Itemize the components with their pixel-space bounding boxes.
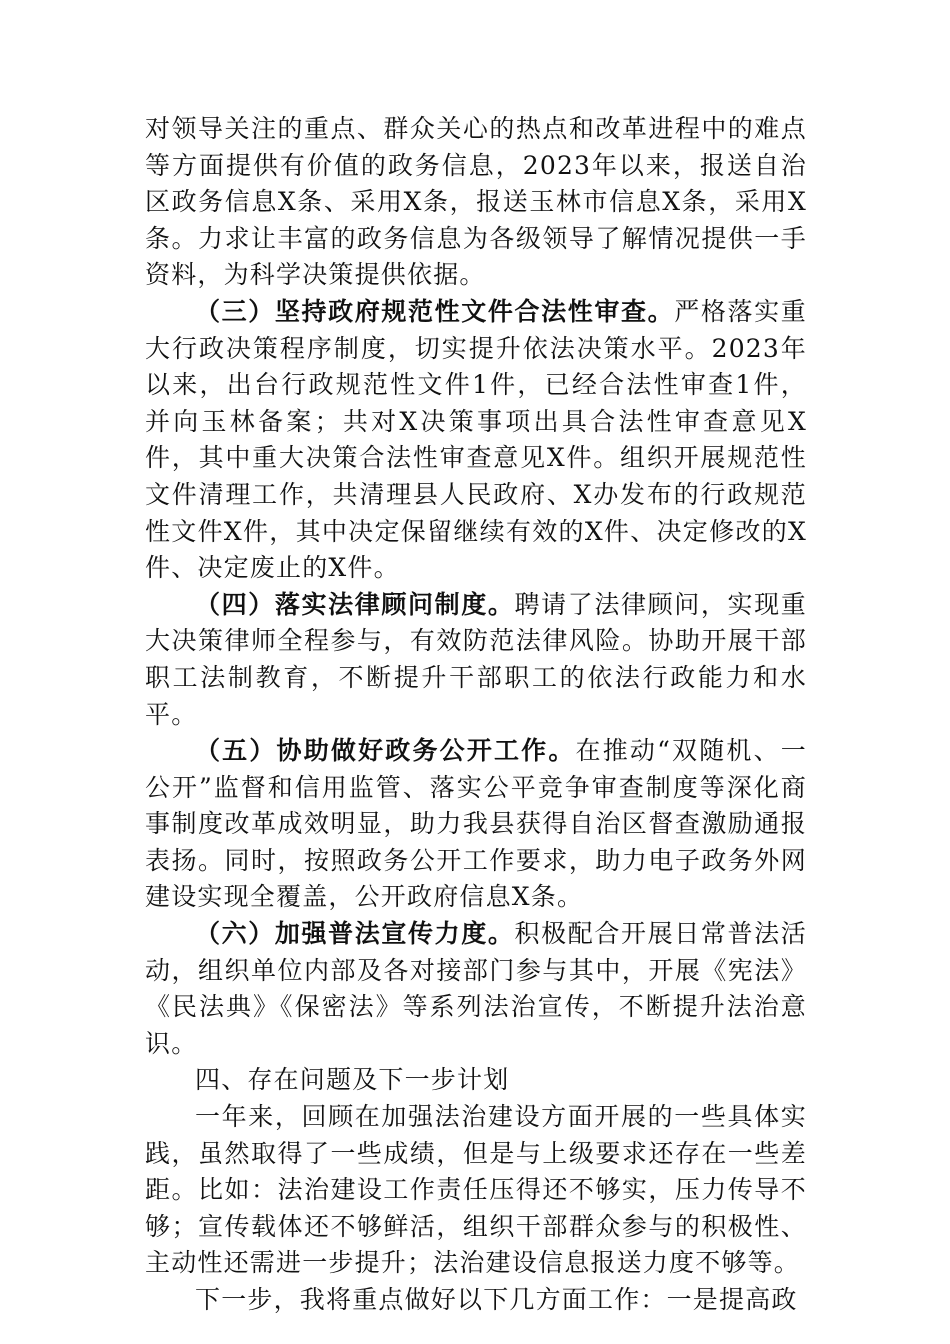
- paragraph-section-4: [145, 587, 807, 733]
- paragraph-section-6: [145, 916, 807, 1062]
- section-heading: （五）协助做好政务公开工作。: [195, 736, 576, 766]
- chapter-heading: 四、存在问题及下一步计划: [195, 1065, 510, 1095]
- section-text: 聘请了法律顾问，实现重大决策律师全程参与，有效防范法律风险。协助开展干部职工法制教育，不断提升干部职工的依法行政能力和水平。: [145, 589, 808, 729]
- section-heading: （六）加强普法宣传力度。: [195, 919, 515, 949]
- paragraph-body: 下一步，我将重点做好以下几方面工作：一是提高政: [195, 1285, 798, 1314]
- paragraph-continuation: 对领导关注的重点、群众关心的热点和改革进程中的难点等方面提供有价值的政务信息，2023年以来，报送自治区政务信息X条、采用X条，报送玉林市信息X条，采用X条。力求让丰富的政务信息为各级领导了解情况提供一手资料，为科学决策提供依据。: [145, 114, 807, 290]
- paragraph-section-5: [145, 733, 807, 916]
- section-text: 在推动“双随机、一公开”监督和信用监管、落实公平竞争审查制度等深化商事制度改革成效明显，助力我县获得自治区督查激励通报表扬。同时，按照政务公开工作要求，助力电子政务外网建设实现全覆盖，公开政府信息X条。: [145, 736, 807, 912]
- paragraph-section-3: [145, 294, 807, 587]
- paragraph-body: 一年来，回顾在加强法治建设方面开展的一些具体实践，虽然取得了一些成绩，但是与上级要求还存在一些差距。比如：法治建设工作责任压得还不够实，压力传导不够；宣传载体还不够鲜活，组织干部群众参与的积极性、主动性还需进一步提升；法治建设信息报送力度不够等。: [145, 1102, 807, 1278]
- section-text: 积极配合开展日常普法活动，组织单位内部及各对接部门参与其中，开展《宪法》《民法典》《保密法》等系列法治宣传，不断提升法治意识。: [145, 919, 808, 1058]
- section-heading: （三）坚持政府规范性文件合法性审查。: [195, 296, 675, 326]
- section-heading: （四）落实法律顾问制度。: [195, 589, 515, 619]
- document-body: [145, 111, 807, 1319]
- section-text: 严格落实重大行政决策程序制度，切实提升依法决策水平。2023年以来，出台行政规范性文件1件，已经合法性审查1件，并向玉林备案；共对X决策事项出具合法性审查意见X件，其中重大决策合法性审查意见X件。组织开展规范性文件清理工作，共清理县人民政府、X办发布的行政规范性文件X件，其中决定保留继续有效的X件、决定修改的X件、决定废止的X件。: [145, 296, 807, 583]
